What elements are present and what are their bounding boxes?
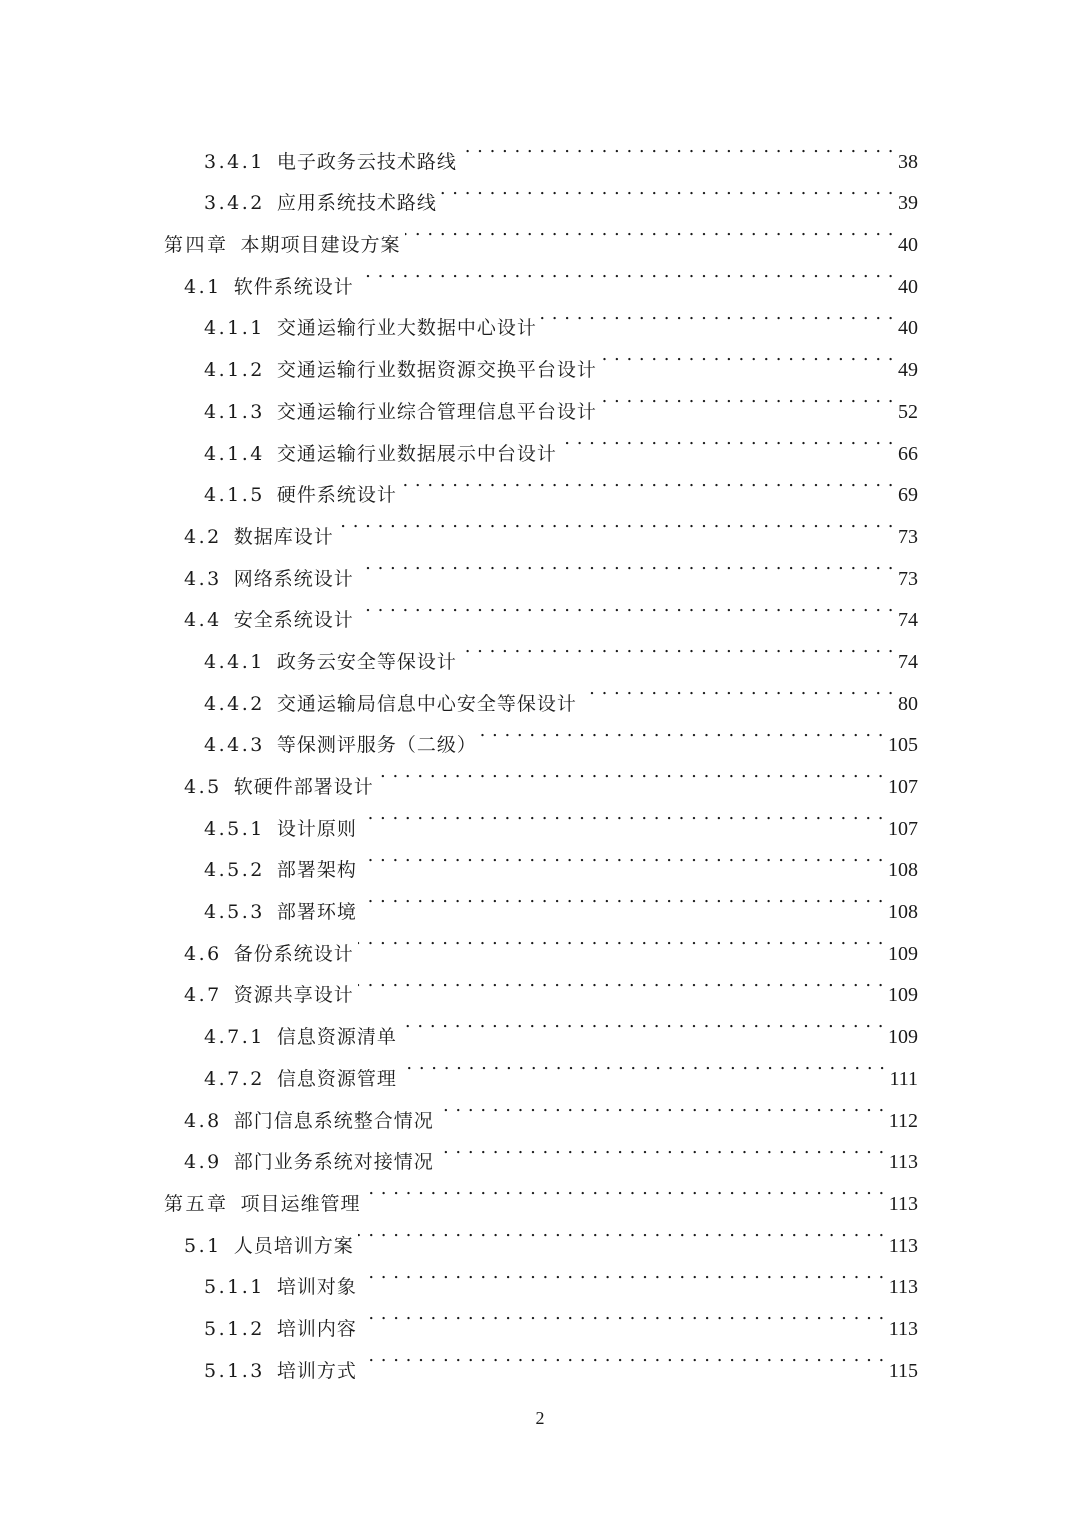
toc-entry[interactable] xyxy=(0,251,1080,298)
toc-entry-page: 105 xyxy=(888,734,918,757)
toc-entry-title: 硬件系统设计 xyxy=(276,484,397,507)
toc-dot-leader xyxy=(361,1293,885,1335)
toc-entry[interactable] xyxy=(0,1252,1080,1299)
toc-entry-title: 政务云安全等保设计 xyxy=(276,650,457,673)
toc-dot-leader xyxy=(461,626,894,668)
toc-dot-leader xyxy=(338,501,894,543)
toc-entry[interactable] xyxy=(0,876,1080,924)
toc-entry-number: 4.3 xyxy=(184,567,222,590)
toc-dot-leader xyxy=(361,1335,885,1377)
toc-dot-leader xyxy=(438,1127,885,1169)
toc-entry[interactable] xyxy=(0,918,1080,965)
toc-dot-leader xyxy=(441,168,894,210)
toc-entry[interactable] xyxy=(0,668,1080,715)
toc-entry-page: 69 xyxy=(898,484,918,507)
toc-entry-page: 111 xyxy=(889,1067,918,1090)
toc-entry-title: 部署环境 xyxy=(276,901,357,924)
toc-entry[interactable] xyxy=(0,1085,1080,1132)
toc-entry-title: 部署架构 xyxy=(276,859,357,882)
toc-entry-page: 73 xyxy=(898,525,918,548)
toc-entry[interactable] xyxy=(0,1210,1080,1257)
toc-entry-number: 5.1.1 xyxy=(204,1276,265,1299)
toc-entry-page: 66 xyxy=(898,442,918,465)
toc-entry-page: 107 xyxy=(888,817,918,840)
toc-entry-number: 4.9 xyxy=(184,1151,222,1174)
toc-entry-title: 部门信息系统整合情况 xyxy=(233,1109,434,1132)
toc-entry-number: 4.4 xyxy=(184,609,222,632)
toc-entry-page: 113 xyxy=(888,1234,918,1257)
toc-entry-number: 4.1.4 xyxy=(204,442,265,465)
toc-entry-page: 40 xyxy=(898,317,918,340)
toc-entry-title: 培训对象 xyxy=(276,1276,357,1299)
toc-entry-page: 112 xyxy=(888,1109,918,1132)
toc-entry-number: 4.7.2 xyxy=(204,1067,265,1090)
toc-entry[interactable] xyxy=(0,1293,1080,1340)
toc-dot-leader xyxy=(438,1085,885,1127)
toc-entry-number: 4.5 xyxy=(184,776,222,798)
toc-entry[interactable] xyxy=(0,751,1080,798)
toc-entry[interactable] xyxy=(0,501,1080,548)
toc-entry-number: 4.7.1 xyxy=(204,1026,265,1049)
toc-entry-page: 115 xyxy=(888,1359,918,1382)
toc-entry-title: 等保测评服务（二级） xyxy=(276,734,477,757)
toc-entry[interactable] xyxy=(0,543,1080,590)
toc-entry-number: 4.2 xyxy=(184,525,222,548)
toc-entry-number: 3.4.1 xyxy=(204,150,265,173)
toc-entry-number: 4.1 xyxy=(184,275,222,298)
toc-entry-title: 培训方式 xyxy=(276,1359,357,1382)
toc-entry[interactable] xyxy=(0,460,1080,507)
toc-entry-page: 113 xyxy=(888,1276,918,1299)
toc-entry-title: 设计原则 xyxy=(276,817,357,840)
toc-dot-leader xyxy=(601,334,894,376)
page-number: 2 xyxy=(535,1408,545,1428)
toc-entry[interactable] xyxy=(0,1168,1080,1215)
toc-entry-page: 40 xyxy=(898,234,918,257)
toc-dot-leader xyxy=(365,1168,885,1210)
toc-entry-number: 4.8 xyxy=(184,1109,222,1132)
toc-dot-leader xyxy=(361,835,884,877)
toc-entry[interactable] xyxy=(0,1335,1080,1382)
toc-entry[interactable] xyxy=(0,334,1080,382)
toc-dot-leader xyxy=(481,710,884,752)
toc-entry[interactable] xyxy=(0,209,1080,257)
toc-entry-title: 交通运输局信息中心安全等保设计 xyxy=(276,692,577,715)
toc-dot-leader xyxy=(401,460,894,502)
toc-entry-number: 4.7 xyxy=(184,984,222,1007)
toc-dot-leader xyxy=(401,1043,886,1085)
toc-entry[interactable] xyxy=(0,710,1080,757)
toc-dot-leader xyxy=(361,1252,885,1294)
toc-entry-number: 5.1.2 xyxy=(204,1317,265,1340)
toc-entry-title: 网络系统设计 xyxy=(233,567,354,590)
toc-entry-title: 应用系统技术路线 xyxy=(276,192,437,215)
toc-entry-title: 信息资源清单 xyxy=(276,1026,397,1049)
toc-entry-number: 4.1.3 xyxy=(204,400,265,423)
toc-dot-leader xyxy=(358,960,884,1002)
toc-entry[interactable] xyxy=(0,1127,1080,1174)
toc-entry-title: 项目运维管理 xyxy=(240,1192,361,1215)
toc-entry-title: 交通运输行业大数据中心设计 xyxy=(276,317,537,340)
toc-entry-page: 74 xyxy=(898,609,918,632)
toc-entry-page: 108 xyxy=(888,859,918,882)
toc-entry-page: 113 xyxy=(888,1151,918,1174)
toc-entry-page: 52 xyxy=(898,400,918,423)
toc-entry-page: 49 xyxy=(898,359,918,382)
toc-entry-number: 4.1.1 xyxy=(204,317,265,340)
toc-dot-leader xyxy=(461,126,894,168)
toc-entry-number: 4.5.1 xyxy=(204,817,265,840)
toc-entry-number: 4.5.2 xyxy=(204,859,265,882)
toc-entry-page: 38 xyxy=(898,150,918,173)
toc-entry-number: 4.4.2 xyxy=(204,692,265,715)
toc-dot-leader xyxy=(581,668,894,710)
toc-dot-leader xyxy=(358,1210,885,1252)
toc-entry[interactable] xyxy=(0,960,1080,1007)
toc-entry[interactable] xyxy=(0,168,1080,215)
toc-entry[interactable] xyxy=(0,585,1080,632)
toc-dot-leader xyxy=(405,209,894,251)
table-of-contents xyxy=(0,126,1080,1382)
toc-entry-title: 安全系统设计 xyxy=(233,609,354,632)
toc-entry-title: 软硬件部署设计 xyxy=(233,776,374,798)
toc-entry-number: 第四章 xyxy=(164,234,229,257)
toc-entry-page: 109 xyxy=(888,984,918,1007)
toc-dot-leader xyxy=(601,376,894,418)
toc-dot-leader xyxy=(378,751,884,793)
toc-entry-title: 培训内容 xyxy=(276,1317,357,1340)
toc-entry[interactable] xyxy=(0,1043,1080,1090)
toc-entry-number: 4.5.3 xyxy=(204,901,265,924)
toc-dot-leader xyxy=(361,876,884,918)
toc-entry-page: 74 xyxy=(898,650,918,673)
toc-entry-title: 部门业务系统对接情况 xyxy=(233,1151,434,1174)
toc-entry-number: 4.1.5 xyxy=(204,484,265,507)
toc-entry-page: 109 xyxy=(888,1026,918,1049)
toc-entry-number: 4.6 xyxy=(184,942,222,965)
toc-entry-number: 4.4.3 xyxy=(204,734,265,757)
toc-dot-leader xyxy=(561,418,894,460)
toc-entry-title: 资源共享设计 xyxy=(233,984,354,1007)
toc-entry-title: 交通运输行业综合管理信息平台设计 xyxy=(276,400,597,423)
toc-entry-number: 第五章 xyxy=(164,1192,229,1215)
toc-entry[interactable] xyxy=(0,1001,1080,1049)
toc-entry-title: 交通运输行业数据资源交换平台设计 xyxy=(276,359,597,382)
toc-entry[interactable] xyxy=(0,626,1080,673)
toc-entry-title: 人员培训方案 xyxy=(233,1234,354,1257)
toc-entry[interactable] xyxy=(0,293,1080,340)
toc-entry-page: 107 xyxy=(888,776,918,798)
toc-entry-page: 113 xyxy=(888,1317,918,1340)
toc-entry-title: 电子政务云技术路线 xyxy=(276,150,457,173)
toc-entry-title: 备份系统设计 xyxy=(233,942,354,965)
toc-dot-leader xyxy=(361,793,884,835)
toc-entry-title: 交通运输行业数据展示中台设计 xyxy=(276,442,557,465)
toc-entry-title: 软件系统设计 xyxy=(233,275,354,298)
toc-entry[interactable] xyxy=(0,126,1080,173)
toc-dot-leader xyxy=(358,918,884,960)
toc-entry[interactable] xyxy=(0,835,1080,882)
toc-dot-leader xyxy=(541,293,894,335)
toc-entry-number: 5.1.3 xyxy=(204,1359,265,1382)
toc-dot-leader xyxy=(358,543,894,585)
toc-entry-page: 109 xyxy=(888,942,918,965)
toc-entry[interactable] xyxy=(0,793,1080,840)
toc-entry-page: 40 xyxy=(898,275,918,298)
toc-dot-leader xyxy=(401,1001,884,1043)
toc-entry-title: 本期项目建设方案 xyxy=(240,234,401,257)
toc-entry-page: 108 xyxy=(888,901,918,924)
toc-dot-leader xyxy=(358,585,894,627)
toc-entry-number: 3.4.2 xyxy=(204,192,265,215)
toc-dot-leader xyxy=(358,251,894,293)
toc-entry-title: 信息资源管理 xyxy=(276,1067,397,1090)
toc-entry-number: 4.1.2 xyxy=(204,359,265,382)
toc-entry-page: 39 xyxy=(898,192,918,215)
toc-entry-title: 数据库设计 xyxy=(233,525,334,548)
toc-entry-number: 4.4.1 xyxy=(204,650,265,673)
toc-entry-number: 5.1 xyxy=(184,1234,222,1257)
toc-entry-page: 80 xyxy=(898,692,918,715)
toc-entry-page: 73 xyxy=(898,567,918,590)
toc-entry-page: 113 xyxy=(888,1192,918,1215)
